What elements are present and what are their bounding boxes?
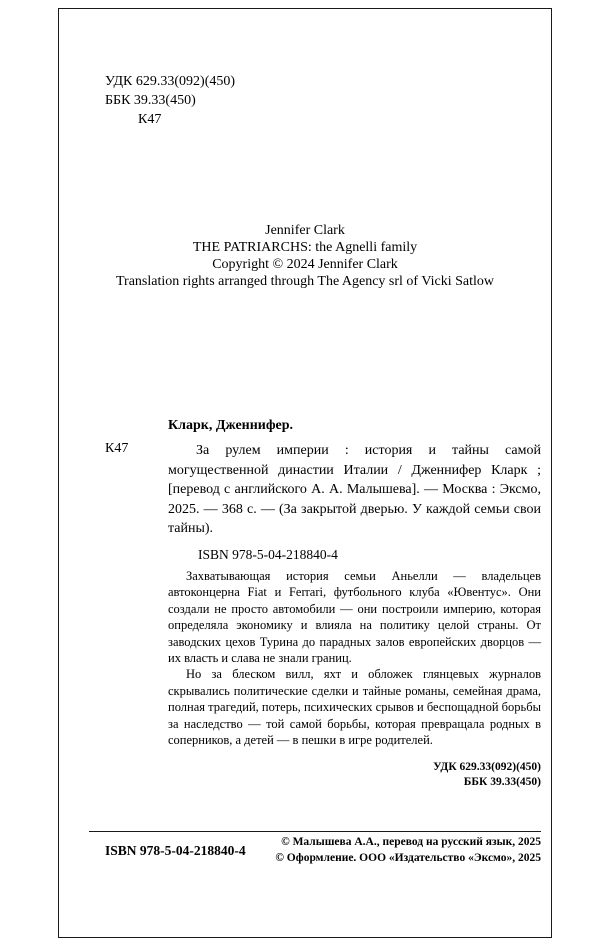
translation-rights: Translation rights arranged through The Agency srl of Vicki Satlow xyxy=(115,274,494,289)
cip-description: За рулем империи : история и тайны самой могущественной династии Италии / Дженнифер Кларк ; [перевод с английского А. А. Малышева]. — Москва : Эксмо, 2025. — 368 с. — (За закрытой дверью. У каждой семьи свои тайны). xyxy=(168,443,541,537)
original-title-block xyxy=(58,222,552,290)
footer-isbn: ISBN 978-5-04-218840-4 xyxy=(105,842,246,858)
copyright-translation: © Малышева А.А., перевод на русский язык, 2025 xyxy=(281,836,541,848)
udc-line-top: УДК 629.33(092)(450) xyxy=(105,74,236,89)
bbk-line-top: ББК 39.33(450) xyxy=(105,93,196,108)
annotation-paragraph-1: Захватывающая история семьи Аньелли — владельцев автоконцерна Fiat и Ferrari, футбольного клуба «Ювентус». Они создали не просто автомобили — они построили империю, которая определяла экономику и влияла на политику целой страны. От заводских цехов Турина до парадных залов европейских дворцов — их власть и слава не знали границ. xyxy=(168,569,541,666)
annotation-block xyxy=(168,568,541,790)
udc-line-bottom: УДК 629.33(092)(450) xyxy=(433,761,541,774)
cip-isbn: ISBN 978-5-04-218840-4 xyxy=(198,546,338,562)
footer-block xyxy=(105,835,541,866)
author-sign-code-top: К47 xyxy=(138,112,162,127)
annotation-paragraph-2: Но за блеском вилл, яхт и обложек глянцевых журналов скрывались политические сделки и тайные романы, семейная драма, полная трагедий, потерь, психических срывов и беспощадной борьбы за наследство — той самой борьбы, которая превращала родных в соперников, а детей — в пешки в игре родителей. xyxy=(168,667,541,748)
bbk-line-bottom: ББК 39.33(450) xyxy=(463,776,541,789)
original-title: THE PATRIARCHS: the Agnelli family xyxy=(192,240,418,255)
original-copyright: Copyright © 2024 Jennifer Clark xyxy=(212,257,398,272)
original-author: Jennifer Clark xyxy=(265,223,345,238)
footer-divider xyxy=(89,831,541,832)
cip-block xyxy=(168,416,541,563)
classification-block-bottom xyxy=(168,760,541,790)
classification-block xyxy=(105,72,235,129)
footer-copyrights xyxy=(275,835,541,866)
cip-author-heading: Кларк, Дженнифер. xyxy=(168,418,294,433)
cip-author-sign-code: К47 xyxy=(105,441,129,456)
copyright-design: © Оформление. ООО «Издательство «Эксмо», 2025 xyxy=(275,851,541,864)
